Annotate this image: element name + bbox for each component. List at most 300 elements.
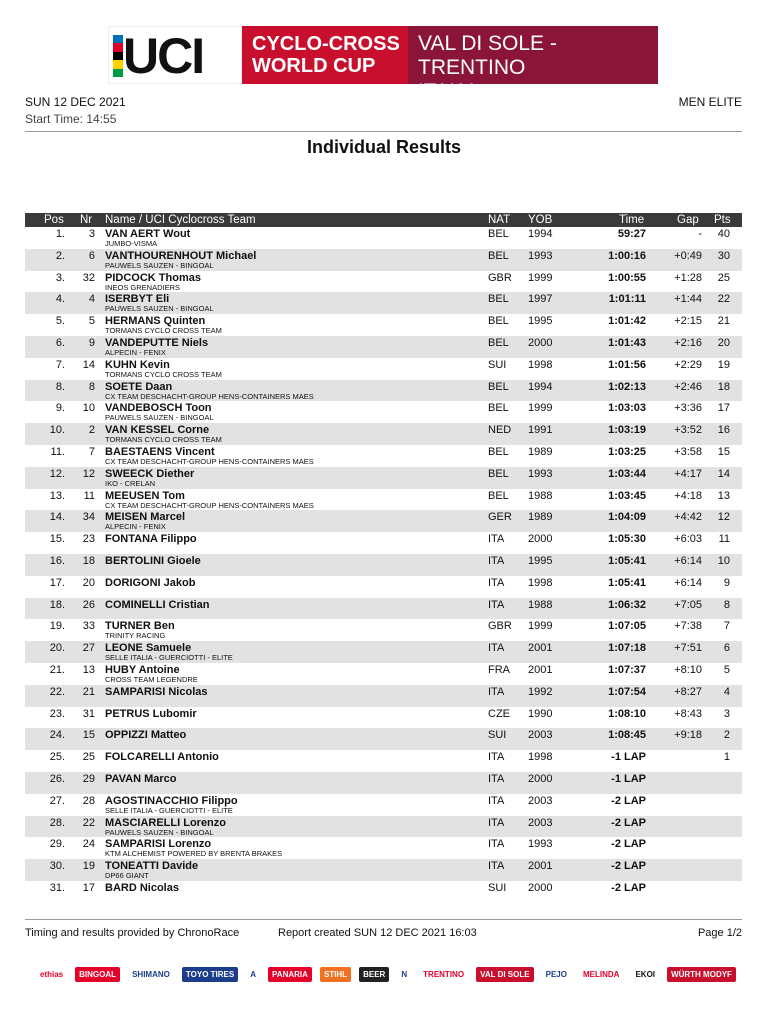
finish-time: 1:05:30 xyxy=(608,533,646,546)
bib-number: 22 xyxy=(82,816,95,829)
sponsor-strip xyxy=(36,958,736,990)
table-row xyxy=(25,859,742,881)
team-name: TRINITY RACING xyxy=(105,631,166,641)
rider-name: BAESTAENS Vincent xyxy=(105,446,215,458)
finish-time: -2 LAP xyxy=(611,816,646,829)
points: 30 xyxy=(717,249,730,262)
points: 18 xyxy=(717,380,730,393)
rider-name: LEONE Samuele xyxy=(105,642,192,655)
team-name: TORMANS CYCLO CROSS TEAM xyxy=(105,326,222,336)
finish-time: 1:07:54 xyxy=(608,685,646,698)
year-of-birth: 1988 xyxy=(528,598,553,611)
year-of-birth: 1989 xyxy=(528,511,553,524)
table-row xyxy=(25,728,742,750)
time-gap: +3:52 xyxy=(674,424,702,437)
points: 12 xyxy=(717,511,730,524)
points: 3 xyxy=(723,707,730,720)
position: 26. xyxy=(49,773,65,785)
nationality: BEL xyxy=(488,228,509,240)
rider-name: VAN AERT Wout xyxy=(105,228,191,240)
table-row xyxy=(25,750,742,772)
team-name: INEOS GRENADIERS xyxy=(105,282,181,292)
year-of-birth: 1994 xyxy=(528,380,553,393)
bib-number: 5 xyxy=(88,315,95,328)
rider-name: PAVAN Marco xyxy=(105,773,177,785)
rider-name: OPPIZZI Matteo xyxy=(105,729,187,742)
bib-number: 28 xyxy=(82,794,95,807)
position: 6. xyxy=(55,337,65,349)
finish-time: -1 LAP xyxy=(611,751,646,764)
rider-name: VANTHOURENHOUT Michael xyxy=(105,249,257,262)
points: 17 xyxy=(717,402,730,415)
time-gap: +8:27 xyxy=(674,685,702,698)
bib-number: 13 xyxy=(82,664,95,676)
finish-time: -2 LAP xyxy=(611,860,646,873)
start-time: Start Time: 14:55 xyxy=(25,112,117,126)
nationality: BEL xyxy=(488,467,509,480)
position: 25. xyxy=(49,751,65,764)
table-row xyxy=(25,554,742,576)
position: 18. xyxy=(49,598,65,611)
time-gap: - xyxy=(698,228,702,240)
team-name: ALPECIN - FENIX xyxy=(105,348,166,357)
year-of-birth: 1989 xyxy=(528,446,553,458)
team-name: PAUWELS SAUZEN - BINGOAL xyxy=(105,304,214,314)
nationality: ITA xyxy=(488,838,505,851)
position: 7. xyxy=(55,358,65,371)
col-nat: NAT xyxy=(488,214,511,226)
points: 6 xyxy=(723,642,730,655)
year-of-birth: 2000 xyxy=(528,337,553,349)
bib-number: 8 xyxy=(88,380,95,393)
rider-name: FOLCARELLI Antonio xyxy=(105,751,219,764)
year-of-birth: 1994 xyxy=(528,228,553,240)
venue-line1: VAL DI SOLE - TRENTINO xyxy=(418,32,557,79)
nationality: ITA xyxy=(488,642,505,655)
nationality: GBR xyxy=(488,620,512,633)
table-row xyxy=(25,227,742,249)
rider-name: HUBY Antoine xyxy=(105,664,180,676)
nationality: ITA xyxy=(488,794,505,807)
sponsor-logo: VAL DI SOLE xyxy=(476,967,534,982)
time-gap: +0:49 xyxy=(674,249,702,262)
points: 25 xyxy=(717,271,730,284)
finish-time: 1:06:32 xyxy=(608,598,646,611)
year-of-birth: 1999 xyxy=(528,271,553,284)
rider-name: VAN KESSEL Corne xyxy=(105,424,210,437)
nationality: ITA xyxy=(488,598,505,611)
team-name: DP66 GIANT xyxy=(105,871,149,881)
rider-name: MEISEN Marcel xyxy=(105,511,186,524)
position: 21. xyxy=(49,664,65,676)
uci-logo-text: UCI xyxy=(123,28,204,84)
bib-number: 21 xyxy=(82,685,95,698)
team-name: TORMANS CYCLO CROSS TEAM xyxy=(105,435,222,445)
finish-time: 1:03:03 xyxy=(608,402,646,415)
sponsor-logo: BINGOAL xyxy=(75,967,120,982)
finish-time: -2 LAP xyxy=(611,882,646,894)
table-row xyxy=(25,489,742,511)
position: 27. xyxy=(49,794,65,807)
uci-rainbow-stripes xyxy=(113,35,123,77)
rider-name: KUHN Kevin xyxy=(105,358,170,371)
table-row xyxy=(25,292,742,314)
year-of-birth: 2001 xyxy=(528,664,553,676)
nationality: ITA xyxy=(488,816,505,829)
position: 9. xyxy=(55,402,65,415)
finish-time: -2 LAP xyxy=(611,794,646,807)
bib-number: 33 xyxy=(82,620,95,633)
time-gap: +9:18 xyxy=(674,729,702,742)
bib-number: 23 xyxy=(82,533,95,546)
rider-name: HERMANS Quinten xyxy=(105,315,206,328)
year-of-birth: 1998 xyxy=(528,576,553,589)
nationality: ITA xyxy=(488,576,505,589)
position: 16. xyxy=(49,555,65,567)
nationality: GER xyxy=(488,511,512,524)
position: 30. xyxy=(49,860,65,873)
table-row xyxy=(25,249,742,271)
time-gap: +7:38 xyxy=(674,620,702,633)
bib-number: 12 xyxy=(82,467,95,480)
page-title: Individual Results xyxy=(306,137,462,157)
nationality: BEL xyxy=(488,249,509,262)
bib-number: 9 xyxy=(88,337,95,349)
bib-number: 18 xyxy=(82,555,95,567)
year-of-birth: 2003 xyxy=(528,794,553,807)
year-of-birth: 2000 xyxy=(528,882,553,894)
bib-number: 3 xyxy=(88,228,95,240)
bib-number: 11 xyxy=(83,489,95,502)
sponsor-logo: ethias xyxy=(36,967,67,982)
finish-time: 1:05:41 xyxy=(608,576,646,589)
rider-name: BERTOLINI Gioele xyxy=(105,555,201,567)
position: 17. xyxy=(49,576,65,589)
team-name: CX TEAM DESCHACHT-GROUP HENS-CONTAINERS MAES xyxy=(105,457,314,466)
time-gap: +2:15 xyxy=(674,315,702,328)
rider-name: TONEATTI Davide xyxy=(105,860,199,873)
sponsor-logo: EKOI xyxy=(631,967,659,982)
finish-time: 1:01:11 xyxy=(608,293,646,306)
team-name: PAUWELS SAUZEN - BINGOAL xyxy=(105,413,214,423)
rider-name: TURNER Ben xyxy=(105,620,175,633)
points: 40 xyxy=(717,228,730,240)
year-of-birth: 1992 xyxy=(528,685,553,698)
rider-name: MASCIARELLI Lorenzo xyxy=(105,816,226,829)
nationality: NED xyxy=(488,424,512,437)
points: 13 xyxy=(717,489,730,502)
year-of-birth: 1988 xyxy=(528,489,553,502)
team-name: JUMBO-VISMA xyxy=(105,239,158,248)
position: 1. xyxy=(55,228,65,240)
nationality: ITA xyxy=(488,751,505,764)
race-date: SUN 12 DEC 2021 xyxy=(25,95,126,109)
position: 19. xyxy=(49,620,65,633)
team-name: PAUWELS SAUZEN - BINGOAL xyxy=(105,260,214,270)
nationality: CZE xyxy=(488,707,510,720)
sponsor-logo: BEER xyxy=(359,967,389,982)
bib-number: 2 xyxy=(88,424,95,437)
bib-number: 34 xyxy=(82,511,95,524)
year-of-birth: 2003 xyxy=(528,816,553,829)
points: 22 xyxy=(717,293,730,306)
table-row xyxy=(25,707,742,729)
table-row xyxy=(25,598,742,620)
position: 14. xyxy=(49,511,65,524)
nationality: ITA xyxy=(488,555,505,567)
year-of-birth: 1993 xyxy=(528,249,553,262)
time-gap: +1:28 xyxy=(674,271,702,284)
finish-time: 1:08:10 xyxy=(608,707,646,720)
time-gap: +6:14 xyxy=(674,555,702,567)
points: 16 xyxy=(717,424,730,437)
sponsor-logo: SHIMANO xyxy=(128,967,174,982)
table-row xyxy=(25,772,742,794)
year-of-birth: 2001 xyxy=(528,642,553,655)
year-of-birth: 1995 xyxy=(528,555,553,567)
sponsor-logo: TRENTINO xyxy=(419,967,468,982)
rider-name: VANDEPUTTE Niels xyxy=(105,337,209,349)
finish-time: 1:03:45 xyxy=(608,489,646,502)
table-row xyxy=(25,816,742,838)
team-name: CX TEAM DESCHACHT-GROUP HENS-CONTAINERS MAES xyxy=(105,500,314,510)
finish-time: 1:07:05 xyxy=(608,620,646,633)
time-gap: +1:44 xyxy=(674,293,702,306)
nationality: BEL xyxy=(488,446,509,458)
time-gap: +7:51 xyxy=(674,642,702,655)
sponsor-logo: STIHL xyxy=(320,967,351,982)
nationality: BEL xyxy=(488,293,509,306)
finish-time: 1:07:37 xyxy=(608,664,646,676)
sponsor-logo: N xyxy=(397,967,411,982)
timing-credit: Timing and results provided by ChronoRace xyxy=(25,927,240,939)
finish-time: 59:27 xyxy=(617,228,646,240)
position: 28. xyxy=(49,816,65,829)
year-of-birth: 2000 xyxy=(528,533,553,546)
finish-time: 1:01:43 xyxy=(608,337,646,349)
table-row xyxy=(25,314,742,336)
finish-time: -1 LAP xyxy=(611,773,646,785)
finish-time: 1:00:55 xyxy=(608,271,646,284)
table-row xyxy=(25,663,742,685)
year-of-birth: 1999 xyxy=(528,402,553,415)
uci-logo xyxy=(108,26,242,84)
position: 23. xyxy=(49,707,65,720)
team-name: CX TEAM DESCHACHT-GROUP HENS-CONTAINERS MAES xyxy=(105,391,314,401)
points: 2 xyxy=(723,729,730,742)
finish-time: 1:03:19 xyxy=(608,424,646,437)
finish-time: 1:04:09 xyxy=(608,511,646,524)
bib-number: 19 xyxy=(82,860,95,873)
rider-name: DORIGONI Jakob xyxy=(105,576,196,589)
bib-number: 27 xyxy=(82,642,95,655)
table-row xyxy=(25,510,742,532)
bib-number: 10 xyxy=(82,402,95,415)
time-gap: +3:36 xyxy=(674,402,702,415)
position: 5. xyxy=(55,315,65,328)
points: 9 xyxy=(723,576,730,589)
table-row xyxy=(25,837,742,859)
points: 19 xyxy=(717,358,730,371)
rider-name: PETRUS Lubomir xyxy=(105,707,197,720)
time-gap: +2:46 xyxy=(674,380,702,393)
time-gap: +8:43 xyxy=(674,707,702,720)
nationality: BEL xyxy=(488,337,509,349)
venue-line2: ITALY xyxy=(418,80,474,103)
nationality: BEL xyxy=(488,315,509,328)
event-line2: WORLD CUP xyxy=(252,55,376,77)
time-gap: +3:58 xyxy=(674,446,702,458)
team-name: ALPECIN - FENIX xyxy=(105,522,166,532)
time-gap: +7:05 xyxy=(674,598,702,611)
year-of-birth: 1993 xyxy=(528,467,553,480)
table-row xyxy=(25,271,742,293)
race-category: MEN ELITE xyxy=(678,95,742,109)
sponsor-logo: TOYO TIRES xyxy=(182,967,238,982)
time-gap: +8:10 xyxy=(674,664,702,676)
rider-name: ISERBYT Eli xyxy=(105,293,170,306)
nationality: ITA xyxy=(488,533,505,546)
sponsor-logo: PANARIA xyxy=(268,967,312,982)
position: 8. xyxy=(55,380,65,393)
points: 5 xyxy=(723,664,730,676)
bib-number: 14 xyxy=(82,358,95,371)
nationality: BEL xyxy=(488,489,509,502)
col-name: Name / UCI Cyclocross Team xyxy=(105,214,256,226)
team-name: SELLE ITALIA - GUERCIOTTI - ELITE xyxy=(105,653,233,663)
event-line1: CYCLO-CROSS xyxy=(252,33,400,55)
table-row xyxy=(25,532,742,554)
col-gap: Gap xyxy=(677,214,699,226)
position: 13. xyxy=(49,489,65,502)
results-table-header xyxy=(25,213,742,227)
nationality: GBR xyxy=(488,271,512,284)
points: 20 xyxy=(717,337,730,349)
points: 8 xyxy=(723,598,730,611)
nationality: BEL xyxy=(488,380,509,393)
finish-time: 1:00:16 xyxy=(608,249,646,262)
nationality: SUI xyxy=(488,729,507,742)
time-gap: +2:29 xyxy=(674,358,702,371)
rider-name: COMINELLI Cristian xyxy=(105,598,210,611)
time-gap: +6:03 xyxy=(674,533,702,546)
nationality: SUI xyxy=(488,882,507,894)
bib-number: 17 xyxy=(82,882,95,894)
finish-time: 1:01:56 xyxy=(608,358,646,371)
finish-time: 1:03:25 xyxy=(608,446,646,458)
sponsor-logo: PEJO xyxy=(542,967,571,982)
team-name: SELLE ITALIA - GUERCIOTTI - ELITE xyxy=(105,805,233,815)
points: 10 xyxy=(717,555,730,567)
bib-number: 24 xyxy=(82,838,95,851)
bib-number: 15 xyxy=(82,729,95,742)
year-of-birth: 1990 xyxy=(528,707,553,720)
bib-number: 20 xyxy=(82,576,95,589)
table-row xyxy=(25,467,742,489)
col-nr: Nr xyxy=(80,214,93,226)
position: 12. xyxy=(49,467,65,480)
bib-number: 4 xyxy=(88,293,95,306)
table-row xyxy=(25,445,742,467)
year-of-birth: 1998 xyxy=(528,358,553,371)
bib-number: 7 xyxy=(88,446,95,458)
col-time: Time xyxy=(619,214,645,226)
table-row xyxy=(25,685,742,707)
finish-time: 1:03:44 xyxy=(608,467,646,480)
bib-number: 6 xyxy=(88,249,95,262)
table-row xyxy=(25,881,742,903)
position: 10. xyxy=(49,424,65,437)
finish-time: 1:05:41 xyxy=(608,555,646,567)
year-of-birth: 1998 xyxy=(528,751,553,764)
year-of-birth: 1995 xyxy=(528,315,553,328)
points: 21 xyxy=(717,315,730,328)
bib-number: 32 xyxy=(82,271,95,284)
table-row xyxy=(25,423,742,445)
table-row xyxy=(25,794,742,816)
team-name: PAUWELS SAUZEN - BINGOAL xyxy=(105,827,214,837)
year-of-birth: 1997 xyxy=(528,293,553,306)
table-row xyxy=(25,358,742,380)
bib-number: 31 xyxy=(82,707,95,720)
rider-name: SOETE Daan xyxy=(105,380,173,393)
team-name: IKO - CRELAN xyxy=(105,478,156,488)
event-banner xyxy=(108,26,658,103)
table-row xyxy=(25,380,742,402)
points: 4 xyxy=(723,685,730,698)
time-gap: +4:18 xyxy=(674,489,702,502)
nationality: ITA xyxy=(488,685,505,698)
finish-time: 1:08:45 xyxy=(608,729,646,742)
rider-name: VANDEBOSCH Toon xyxy=(105,402,212,415)
nationality: ITA xyxy=(488,860,505,873)
nationality: SUI xyxy=(488,358,507,371)
position: 2. xyxy=(55,249,65,262)
position: 24. xyxy=(49,729,65,742)
finish-time: 1:02:13 xyxy=(608,380,646,393)
nationality: ITA xyxy=(488,773,505,785)
rider-name: PIDCOCK Thomas xyxy=(105,271,201,284)
table-row xyxy=(25,619,742,641)
position: 29. xyxy=(49,838,65,851)
footer-divider xyxy=(25,919,742,920)
event-name xyxy=(242,26,408,84)
sponsor-logo: A xyxy=(246,967,260,982)
year-of-birth: 1991 xyxy=(528,424,553,437)
year-of-birth: 1999 xyxy=(528,620,553,633)
col-pos: Pos xyxy=(44,214,64,226)
time-gap: +4:17 xyxy=(674,467,702,480)
bib-number: 26 xyxy=(82,598,95,611)
time-gap: +6:14 xyxy=(674,576,702,589)
year-of-birth: 2000 xyxy=(528,773,553,785)
points: 14 xyxy=(717,467,730,480)
position: 31. xyxy=(49,882,65,894)
team-name: KTM ALCHEMIST POWERED BY BRENTA BRAKES xyxy=(105,849,283,859)
header-divider xyxy=(25,131,742,132)
bib-number: 29 xyxy=(82,773,95,785)
rider-name: FONTANA Filippo xyxy=(105,533,197,546)
rider-name: AGOSTINACCHIO Filippo xyxy=(105,794,238,807)
nationality: FRA xyxy=(488,664,510,676)
finish-time: 1:01:42 xyxy=(608,315,646,328)
year-of-birth: 2003 xyxy=(528,729,553,742)
nationality: BEL xyxy=(488,402,509,415)
position: 15. xyxy=(49,533,65,546)
year-of-birth: 2001 xyxy=(528,860,553,873)
sponsor-logo: WÜRTH MODYF xyxy=(667,967,736,982)
position: 3. xyxy=(55,271,65,284)
